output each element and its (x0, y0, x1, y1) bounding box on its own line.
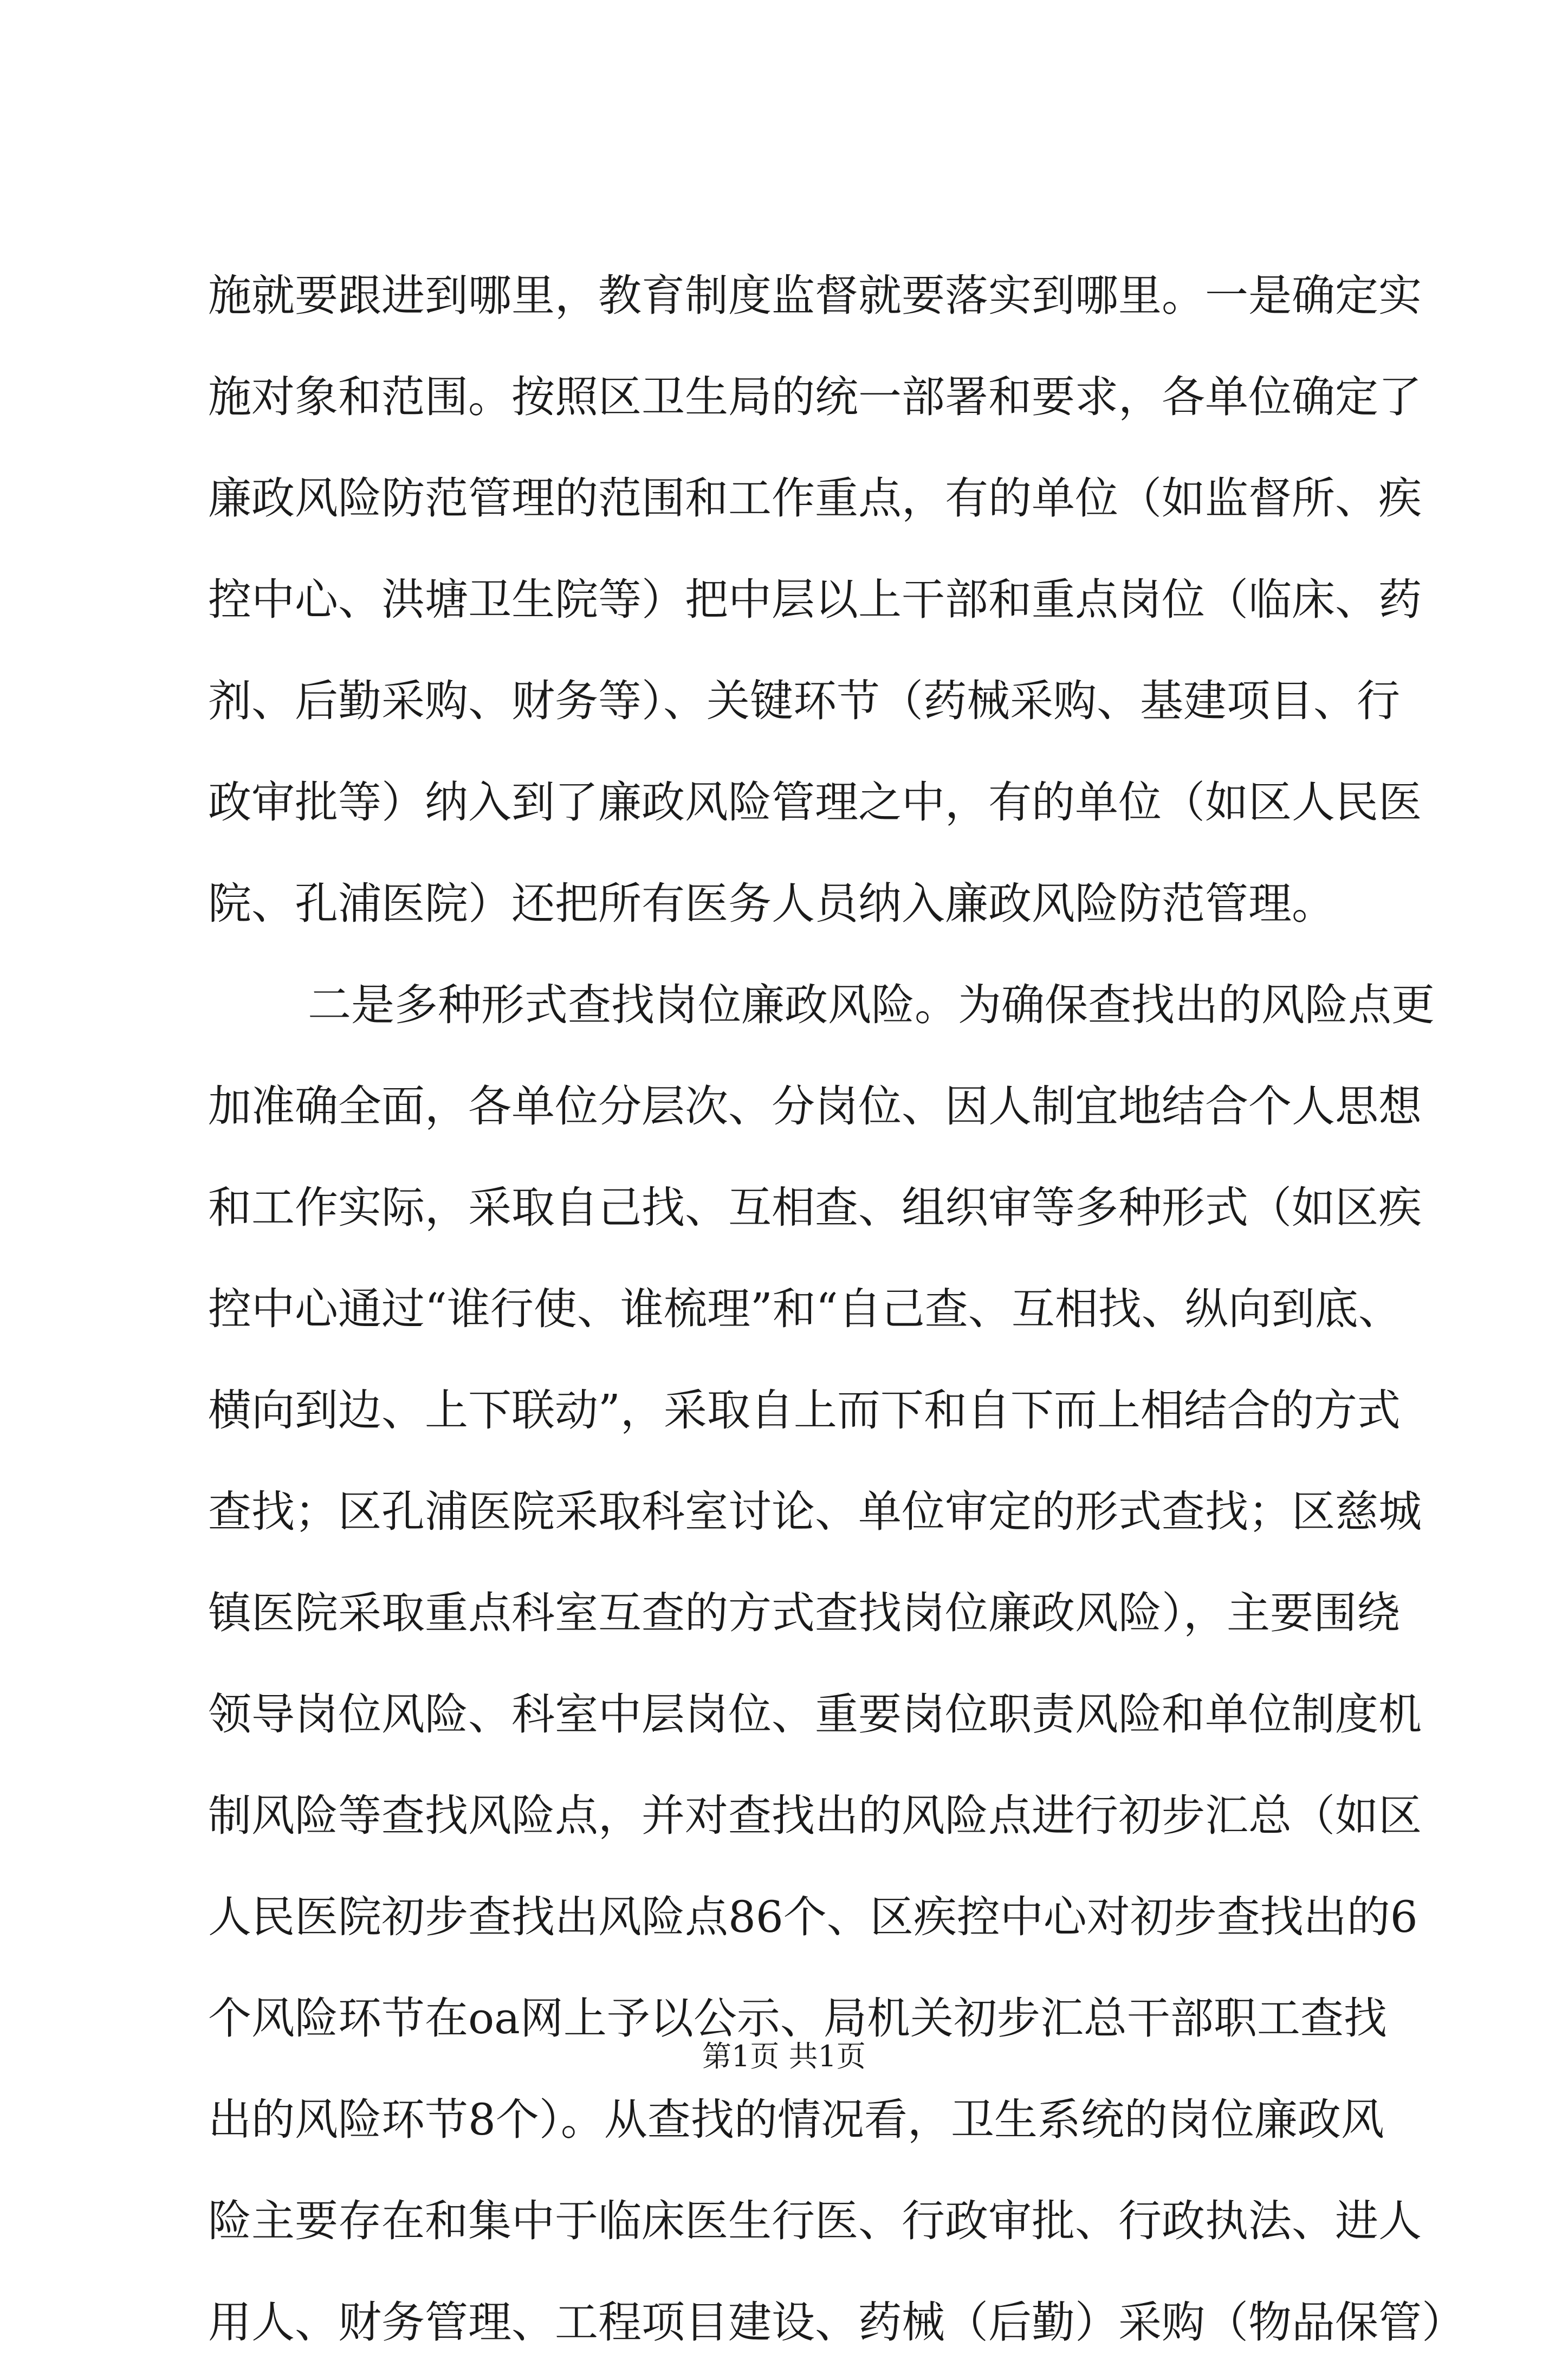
text-line: 用人、财务管理、工程项目建设、药械（后勤）采购（物品保管） (208, 2297, 1465, 2348)
text-line: 个风险环节在oa网上予以公示、局机关初步汇总干部职工查找 (208, 1993, 1387, 2044)
text-line: 查找；区孔浦医院采取科室讨论、单位审定的形式查找；区慈城 (208, 1486, 1422, 1537)
paragraph-first-line: 二是多种形式查找岗位廉政风险。为确保查找出的风险点更 (308, 980, 1435, 1030)
text-line: 院、孔浦医院）还把所有医务人员纳入廉政风险防范管理。 (208, 878, 1335, 929)
text-line: 控中心、洪塘卫生院等）把中层以上干部和重点岗位（临床、药 (208, 574, 1422, 625)
text-line: 剂、后勤采购、财务等）、关键环节（药械采购、基建项目、行 (208, 676, 1400, 726)
text-line: 镇医院采取重点科室互查的方式查找岗位廉政风险），主要围绕 (208, 1588, 1400, 1638)
text-line: 政审批等）纳入到了廉政风险管理之中，有的单位（如区人民医 (208, 777, 1422, 827)
text-line: 人民医院初步查找出风险点86个、区疾控中心对初步查找出的6 (208, 1892, 1418, 1942)
page-number-label: 第1页 共1页 (702, 2039, 866, 2073)
text-line: 施就要跟进到哪里，教育制度监督就要落实到哪里。一是确定实 (208, 270, 1422, 321)
text-line: 和工作实际，采取自己找、互相查、组织审等多种形式（如区疾 (208, 1182, 1422, 1233)
text-line: 加准确全面，各单位分层次、分岗位、因人制宜地结合个人思想 (208, 1081, 1422, 1131)
text-line: 领导岗位风险、科室中层岗位、重要岗位职责风险和单位制度机 (208, 1689, 1422, 1740)
text-line: 廉政风险防范管理的范围和工作重点，有的单位（如监督所、疾 (208, 473, 1422, 523)
text-line: 横向到边、上下联动”，采取自上而下和自下而上相结合的方式 (208, 1385, 1401, 1436)
text-line: 险主要存在和集中于临床医生行医、行政审批、行政执法、进人 (208, 2196, 1422, 2246)
text-line: 控中心通过“谁行使、谁梳理”和“自己查、互相找、纵向到底、 (208, 1284, 1402, 1334)
text-line: 施对象和范围。按照区卫生局的统一部署和要求，各单位确定了 (208, 372, 1422, 422)
text-line: 制风险等查找风险点，并对查找出的风险点进行初步汇总（如区 (208, 1790, 1422, 1841)
page-footer (0, 2038, 1568, 2075)
text-line: 出的风险环节8个）。从查找的情况看，卫生系统的岗位廉政风 (208, 2094, 1384, 2145)
